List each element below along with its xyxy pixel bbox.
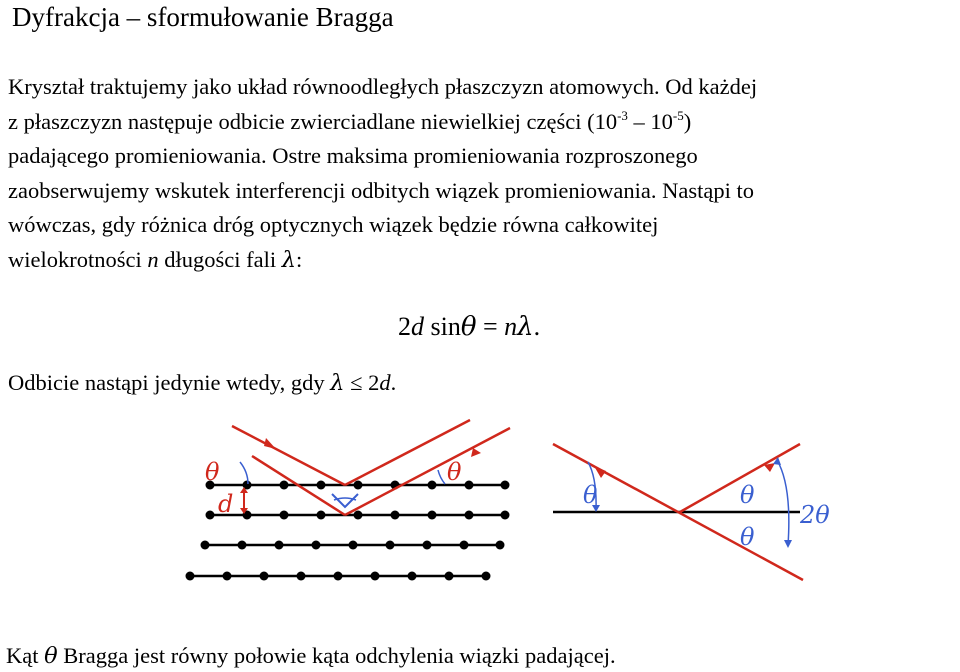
- formula-d: d: [411, 312, 424, 341]
- formula-equals: =: [476, 312, 505, 341]
- formula-theta: θ: [460, 312, 477, 342]
- caption-theta: θ: [44, 643, 58, 669]
- atomic-planes: [186, 481, 510, 581]
- reflected-arrowhead: [471, 448, 481, 457]
- formula-n: n: [504, 312, 518, 341]
- path-difference-marker: [332, 494, 358, 507]
- paragraph-line-6-mid: długości fali: [158, 246, 282, 272]
- path-difference-arc: [334, 498, 356, 500]
- paragraph-line-2-mid: – 10: [627, 108, 673, 134]
- incident-arrowhead: [264, 438, 276, 449]
- theta-label-incident: θ: [583, 481, 598, 509]
- d-label: d: [218, 490, 234, 518]
- formula-sin: sin: [424, 312, 461, 341]
- paragraph-line-4: zaobserwujemy wskutek interferencji odbitych wiązek promieniowania. Nastąpi to: [8, 177, 755, 203]
- condition-leq: ≤: [344, 370, 369, 395]
- formula-period: .: [533, 312, 541, 341]
- exponent-1: -3: [617, 107, 628, 123]
- two-theta-label: 2θ: [800, 501, 830, 529]
- paragraph-line-6-text: wielokrotności: [8, 246, 148, 272]
- incident-arrowhead-right: [594, 466, 606, 478]
- caption-pre: Kąt: [6, 643, 45, 668]
- condition-lambda: λ: [330, 370, 345, 396]
- two-theta-arc: [777, 460, 789, 545]
- condition-text: Odbicie nastąpi jedynie wtedy, gdy: [8, 370, 331, 395]
- incident-ray-top: [232, 426, 345, 485]
- condition-period: .: [390, 370, 397, 395]
- paragraph-line-1: Kryształ traktujemy jako układ równoodległych płaszczyzn atomowych. Od każdej: [8, 74, 758, 99]
- formula-lambda: λ: [517, 312, 534, 342]
- condition-d: d: [379, 370, 391, 395]
- left-angle-marks: [240, 462, 445, 514]
- symbol-n: n: [147, 246, 159, 272]
- atom-plane-4: [186, 572, 491, 581]
- formula-coef: 2: [398, 312, 411, 341]
- caption-post: Bragga jest równy połowie kąta odchylenia wiązki padającej.: [57, 643, 616, 668]
- atom-plane-3: [201, 541, 505, 550]
- paragraph-line-3: padającego promieniowania. Ostre maksima promieniowania rozproszonego: [8, 143, 698, 169]
- right-diagram: [553, 444, 803, 580]
- paragraph-line-6-end: :: [295, 246, 303, 272]
- paragraph-line-5: wówczas, gdy różnica dróg optycznych wiązek będzie równa całkowitej: [8, 212, 659, 238]
- paragraph-line-2-text: z płaszczyzn następuje odbicie zwierciadlane niewielkiej części (10: [8, 108, 618, 134]
- bragg-angle-caption: [6, 640, 616, 672]
- left-rays: [232, 420, 510, 515]
- theta-label-left: θ: [205, 458, 220, 486]
- theta-label-upper: θ: [740, 481, 755, 509]
- theta-arc-right: [438, 470, 445, 484]
- atom-plane-2: [206, 511, 510, 520]
- condition-rhs: 2: [368, 370, 380, 395]
- symbol-lambda: λ: [281, 246, 296, 273]
- exponent-2: -5: [672, 107, 684, 123]
- paragraph-line-2-end: ): [683, 108, 692, 134]
- atom-plane-1: [206, 481, 510, 490]
- theta-label-right: θ: [447, 458, 462, 486]
- theta-label-lower: θ: [740, 523, 755, 551]
- slide-title: Dyfrakcja – sformułowanie Bragga: [12, 2, 394, 32]
